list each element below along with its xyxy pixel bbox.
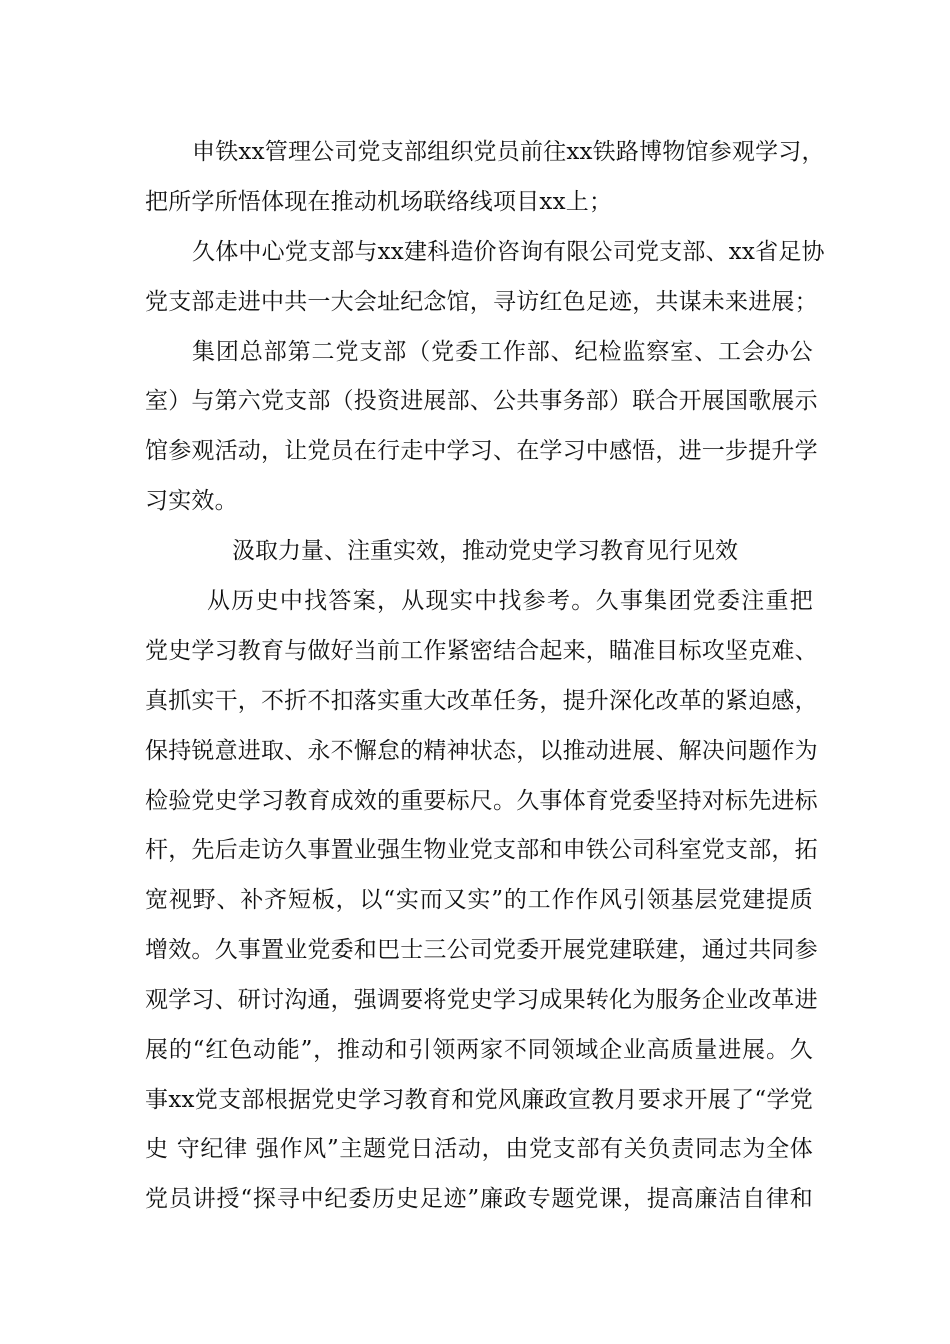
paragraph-2-line-1: 久体中心党支部与xx建科造价咨询有限公司党支部、xx省足协 [192, 239, 825, 265]
paragraph-3-line-4: 习实效。 [145, 488, 238, 514]
paragraph-3-line-1: 集团总部第二党支部（党委工作部、纪检监察室、工会办公 [192, 339, 813, 365]
body-line-6: 杆，先后走访久事置业强生物业党支部和申铁公司科室党支部，拓 [145, 837, 818, 863]
body-line-10: 展的“红色动能”，推动和引领两家不同领域企业高质量进展。久 [145, 1037, 813, 1063]
body-line-4: 保持锐意进取、永不懈怠的精神状态，以推动进展、解决问题作为 [145, 738, 818, 764]
paragraph-1-line-2: 把所学所悟体现在推动机场联络线项目xx上； [145, 189, 613, 215]
body-line-12: 史 守纪律 强作风”主题党日活动，由党支部有关负责同志为全体 [145, 1136, 813, 1162]
body-line-13: 党员讲授“探寻中纪委历史足迹”廉政专题党课，提高廉洁自律和 [145, 1186, 813, 1212]
body-line-5: 检验党史学习教育成效的重要标尺。久事体育党委坚持对标先进标 [145, 788, 818, 814]
body-line-9: 观学习、研讨沟通，强调要将党史学习成果转化为服务企业改革进 [145, 987, 818, 1013]
body-line-8: 增效。久事置业党委和巴士三公司党委开展党建联建，通过共同参 [145, 937, 818, 963]
paragraph-1-line-1: 申铁xx管理公司党支部组织党员前往xx铁路博物馆参观学习， [192, 139, 825, 165]
section-heading: 汲取力量、注重实效，推动党史学习教育见行见效 [232, 538, 738, 564]
body-line-11: 事xx党支部根据党史学习教育和党风廉政宣教月要求开展了“学党 [145, 1087, 813, 1113]
paragraph-2-line-2: 党支部走进中共一大会址纪念馆，寻访红色足迹，共谋未来进展； [145, 289, 818, 315]
body-line-1: 从历史中找答案，从现实中找参考。久事集团党委注重把 [207, 588, 813, 614]
paragraph-3-line-3: 馆参观活动，让党员在行走中学习、在学习中感悟，进一步提升学 [145, 438, 818, 464]
body-line-2: 党史学习教育与做好当前工作紧密结合起来，瞄准目标攻坚克难、 [145, 638, 818, 664]
paragraph-3-line-2: 室）与第六党支部（投资进展部、公共事务部）联合开展国歌展示 [145, 388, 818, 414]
body-line-7: 宽视野、补齐短板，以“实而又实”的工作作风引领基层党建提质 [145, 887, 813, 913]
body-line-3: 真抓实干，不折不扣落实重大改革任务，提升深化改革的紧迫感， [145, 688, 818, 714]
